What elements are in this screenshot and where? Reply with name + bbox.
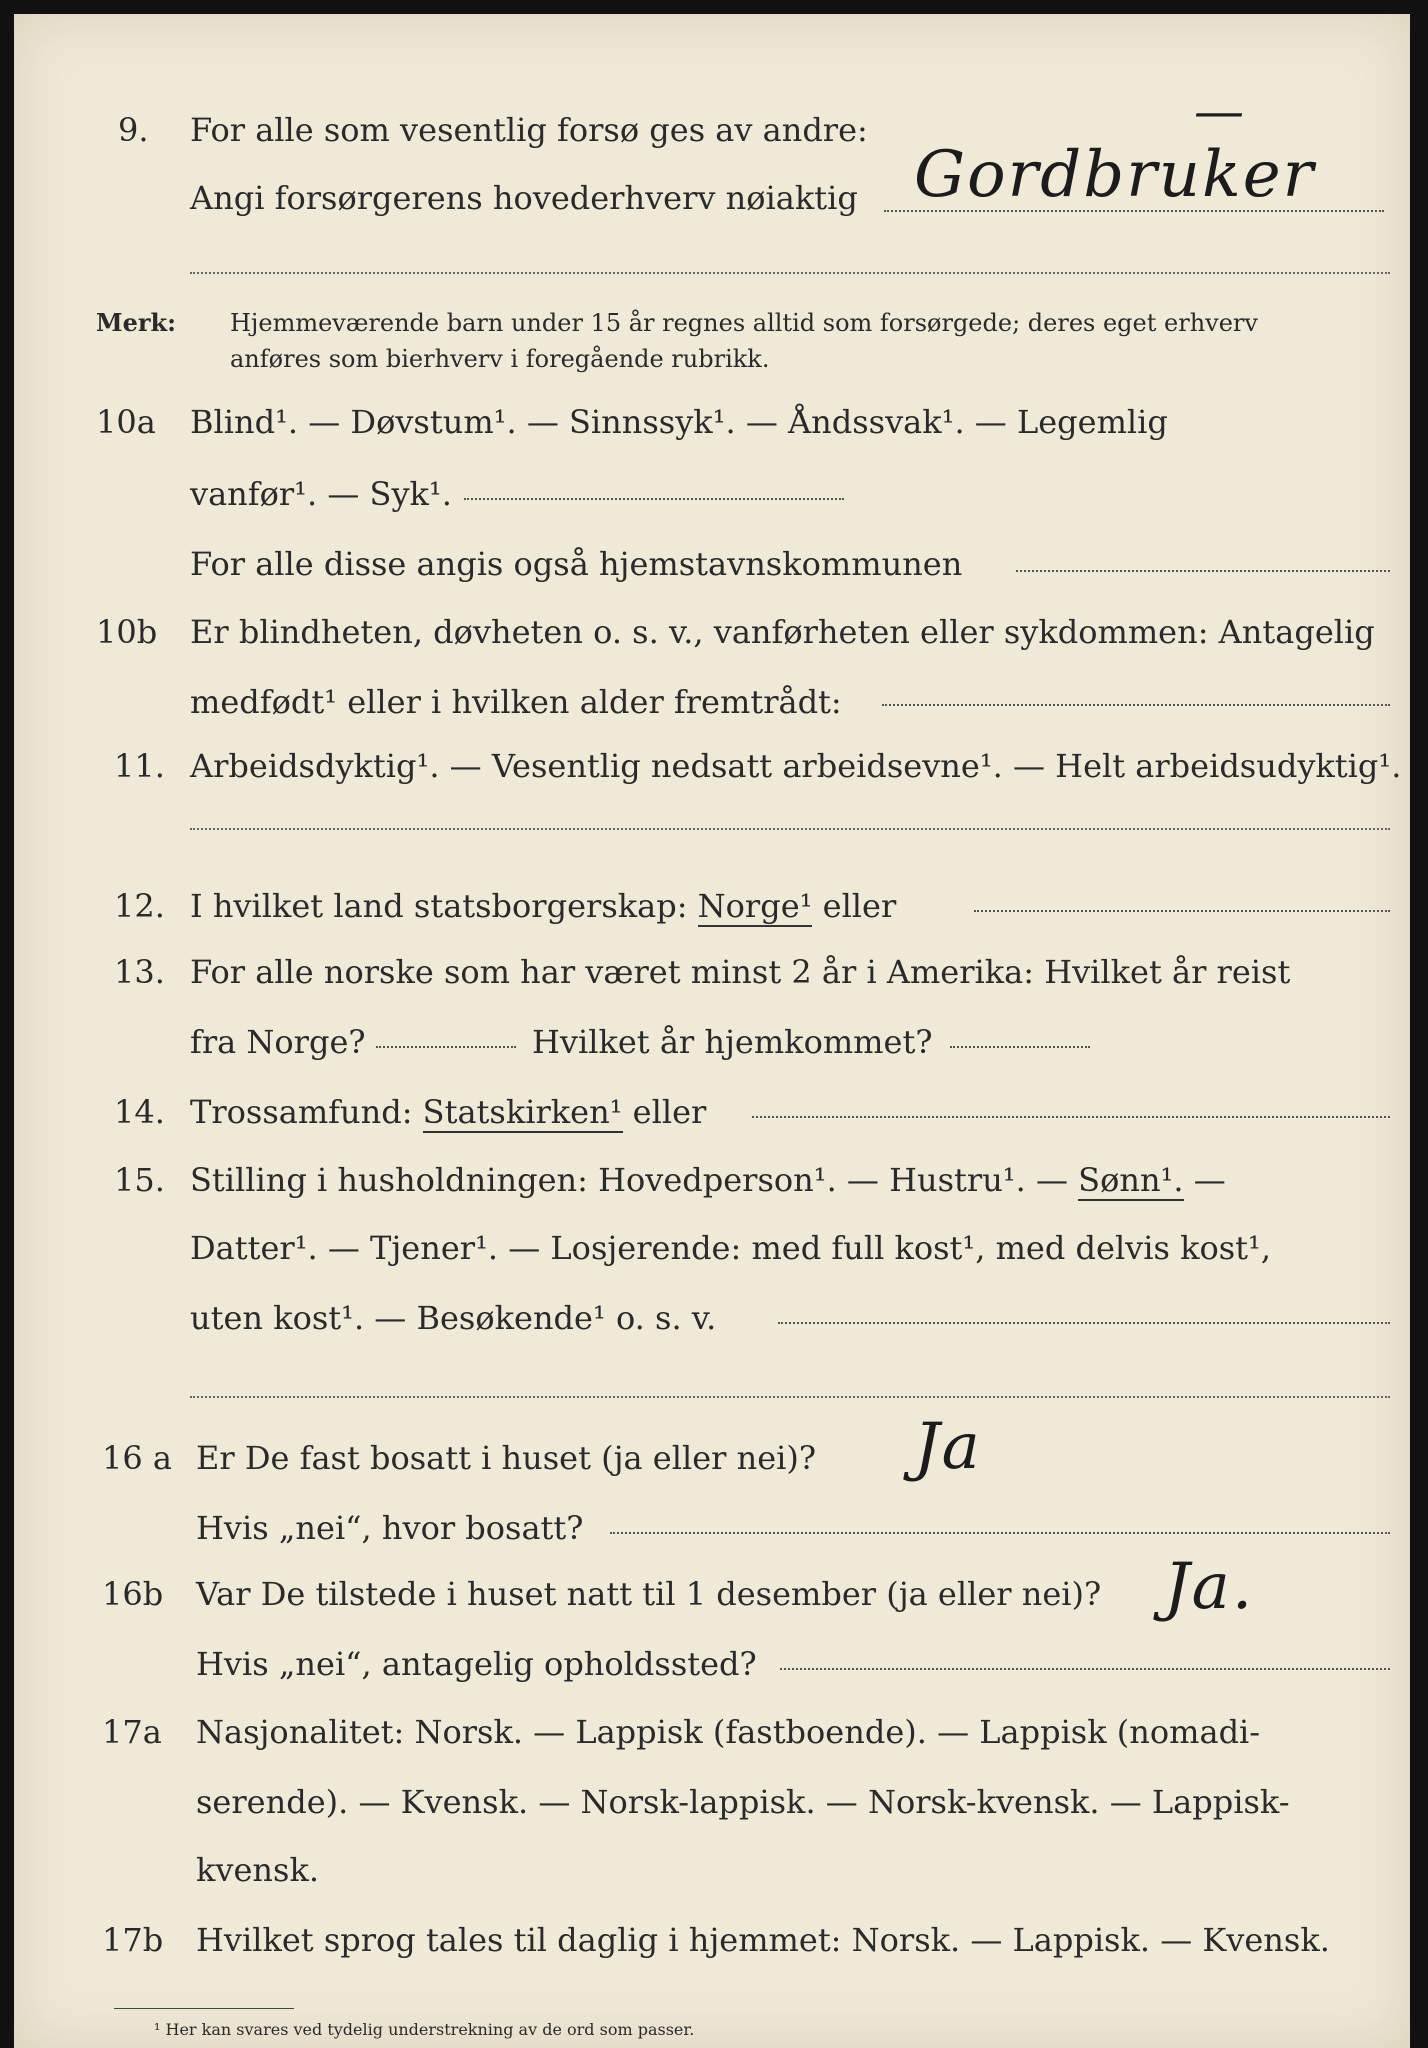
note-text-line2: anføres som bierhverv i foregående rubrikk.: [230, 345, 770, 373]
question-9-text-line1: For alle som vesentlig forsø ges av andre:: [190, 111, 868, 149]
question-15-extra-line: [190, 1396, 1390, 1398]
question-16a-handwritten-answer: Ja: [914, 1410, 982, 1484]
question-16b-text-line1: Var De tilstede i huset natt til 1 desember (ja eller nei)?: [196, 1575, 1102, 1613]
question-9-extra-line: [190, 272, 1390, 274]
footnote-rule: [114, 2008, 294, 2009]
question-13-departure-line: [376, 1046, 516, 1048]
question-16b-handwritten-answer: Ja.: [1164, 1550, 1255, 1624]
question-16a-answer-line: [610, 1532, 1390, 1534]
question-15-dash: —: [1193, 1161, 1226, 1199]
question-16b-text-line2: Hvis „nei“, antagelig opholdssted?: [196, 1645, 757, 1683]
question-15-number: 15.: [114, 1161, 165, 1199]
question-17b-number: 17b: [102, 1921, 164, 1959]
question-12-answer-line: [974, 910, 1390, 912]
note-text-line1: Hjemmeværende barn under 15 år regnes alltid som forsørgede; deres eget erhverv: [230, 309, 1258, 337]
question-9-number: 9.: [118, 111, 149, 149]
question-13-number: 13.: [114, 953, 165, 991]
question-15-prompt: Stilling i husholdningen: Hovedperson¹. — Hustru¹. —: [190, 1161, 1068, 1199]
question-12-number: 12.: [114, 887, 165, 925]
question-14-selected-statskirken: Statskirken¹: [422, 1093, 623, 1131]
question-17a-text-line2: serende). — Kvensk. — Norsk-lappisk. — Norsk-kvensk. — Lappisk-: [196, 1783, 1290, 1821]
question-10a-hometown-line: [1016, 570, 1390, 572]
question-15-text-line2: Datter¹. — Tjener¹. — Losjerende: med full kost¹, med delvis kost¹,: [190, 1229, 1272, 1267]
question-14-answer-line: [752, 1116, 1390, 1118]
note-label: Merk:: [96, 308, 176, 337]
question-15-answer-line: [778, 1322, 1390, 1324]
question-12-selected-norge: Norge¹: [697, 887, 813, 925]
question-10a-number: 10a: [96, 403, 156, 441]
question-11-answer-line: [190, 828, 1390, 830]
question-10a-text-line2: vanfør¹. — Syk¹.: [190, 475, 452, 513]
question-15-text-line1: [190, 1160, 1226, 1200]
question-13-text-line2a: fra Norge?: [190, 1023, 366, 1061]
question-9-handwritten-answer: Gordbruker: [914, 138, 1316, 212]
question-10b-number: 10b: [96, 613, 158, 651]
question-10a-text-line3: For alle disse angis også hjemstavnskommunen: [190, 545, 963, 583]
question-17a-text-line3: kvensk.: [196, 1851, 319, 1889]
question-10a-answer-line: [464, 498, 844, 500]
question-14-text: [190, 1092, 706, 1132]
question-14-or: eller: [632, 1093, 707, 1131]
question-10b-answer-line: [882, 704, 1390, 706]
question-17a-text-line1: Nasjonalitet: Norsk. — Lappisk (fastboende). — Lappisk (nomadi-: [196, 1713, 1261, 1751]
question-12-text: [190, 886, 896, 926]
question-12-prompt: I hvilket land statsborgerskap:: [190, 887, 688, 925]
question-16a-text-line1: Er De fast bosatt i huset (ja eller nei)?: [196, 1439, 817, 1477]
question-17a-number: 17a: [102, 1713, 162, 1751]
census-form-sheet: [14, 14, 1410, 2048]
question-15-text-line3: uten kost¹. — Besøkende¹ o. s. v.: [190, 1299, 717, 1337]
question-11-number: 11.: [114, 747, 165, 785]
question-14-prompt: Trossamfund:: [190, 1093, 413, 1131]
question-15-selected-sonn: Sønn¹.: [1078, 1161, 1184, 1199]
question-10b-text-line2: medfødt¹ eller i hvilken alder fremtrådt:: [190, 683, 842, 721]
question-12-or: eller: [822, 887, 897, 925]
footnote-text: ¹ Her kan svares ved tydelig understrekning av de ord som passer.: [154, 2020, 695, 2039]
question-16b-number: 16b: [102, 1575, 164, 1613]
question-14-number: 14.: [114, 1093, 165, 1131]
question-13-text-line1: For alle norske som har været minst 2 år i Amerika: Hvilket år reist: [190, 953, 1291, 991]
question-13-text-line2b: Hvilket år hjemkommet?: [532, 1023, 933, 1061]
question-11-text: Arbeidsdyktig¹. — Vesentlig nedsatt arbeidsevne¹. — Helt arbeidsudyktig¹.: [190, 747, 1402, 785]
question-9-handwritten-dash: —: [1194, 82, 1246, 140]
question-10b-text-line1: Er blindheten, døvheten o. s. v., vanførheten eller sykdommen: Antagelig: [190, 613, 1375, 651]
question-10a-text-line1: Blind¹. — Døvstum¹. — Sinnssyk¹. — Åndssvak¹. — Legemlig: [190, 403, 1168, 441]
question-16a-number: 16 a: [102, 1439, 172, 1477]
question-17b-text: Hvilket sprog tales til daglig i hjemmet: Norsk. — Lappisk. — Kvensk.: [196, 1921, 1330, 1959]
question-13-return-line: [950, 1046, 1090, 1048]
question-9-text-line2: Angi forsørgerens hovederhverv nøiaktig: [190, 179, 858, 217]
question-16b-answer-line: [780, 1668, 1390, 1670]
question-16a-text-line2: Hvis „nei“, hvor bosatt?: [196, 1509, 584, 1547]
